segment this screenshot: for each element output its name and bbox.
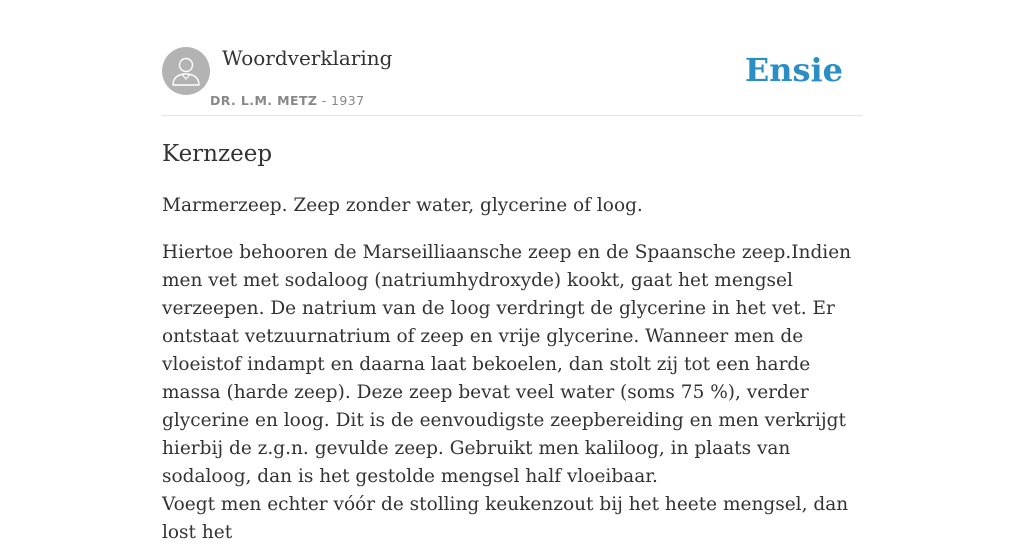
entry-summary: Marmerzeep. Zeep zonder water, glycerine of loog. (162, 195, 643, 216)
author-avatar[interactable] (162, 47, 210, 95)
entry-paragraph: Hiertoe behooren de Marseilliaansche zeep en de Spaansche zeep.Indien men vet met sodaloog (natriumhydroxyde) kookt, gaat het mengsel verzeepen. De natrium van de loog verdringt de glycerine in het vet. Er ontstaat vetzuurnatrium of zeep en vrije glycerine. Wanneer men de vloeistof indampt en daarna laat bekoelen, dan stolt zij tot een harde massa (harde zeep). Deze zeep bevat veel water (soms 75 %), verder glycerine en loog. Dit is de eenvoudigste zeepbereiding en men verkrijgt hierbij de z.g.n. gevulde zeep. Gebruikt men kaliloog, in plaats van sodaloog, dan is het gestolde mengsel half vloeibaar. (162, 242, 852, 487)
meta-separator: - (317, 93, 332, 108)
author-name[interactable]: DR. L.M. METZ (210, 93, 318, 108)
user-silhouette-icon (162, 47, 210, 95)
ensie-logo-link[interactable]: Ensie (744, 51, 843, 89)
source-title[interactable]: Woordverklaring (222, 46, 393, 70)
publication-year: 1937 (331, 93, 365, 108)
entry-term: Kernzeep (162, 141, 273, 167)
header-divider (162, 115, 862, 116)
entry-paragraph: Voegt men echter vóór de stolling keukenzout bij het heete mengsel, dan lost het (162, 494, 849, 543)
source-meta (210, 93, 364, 109)
